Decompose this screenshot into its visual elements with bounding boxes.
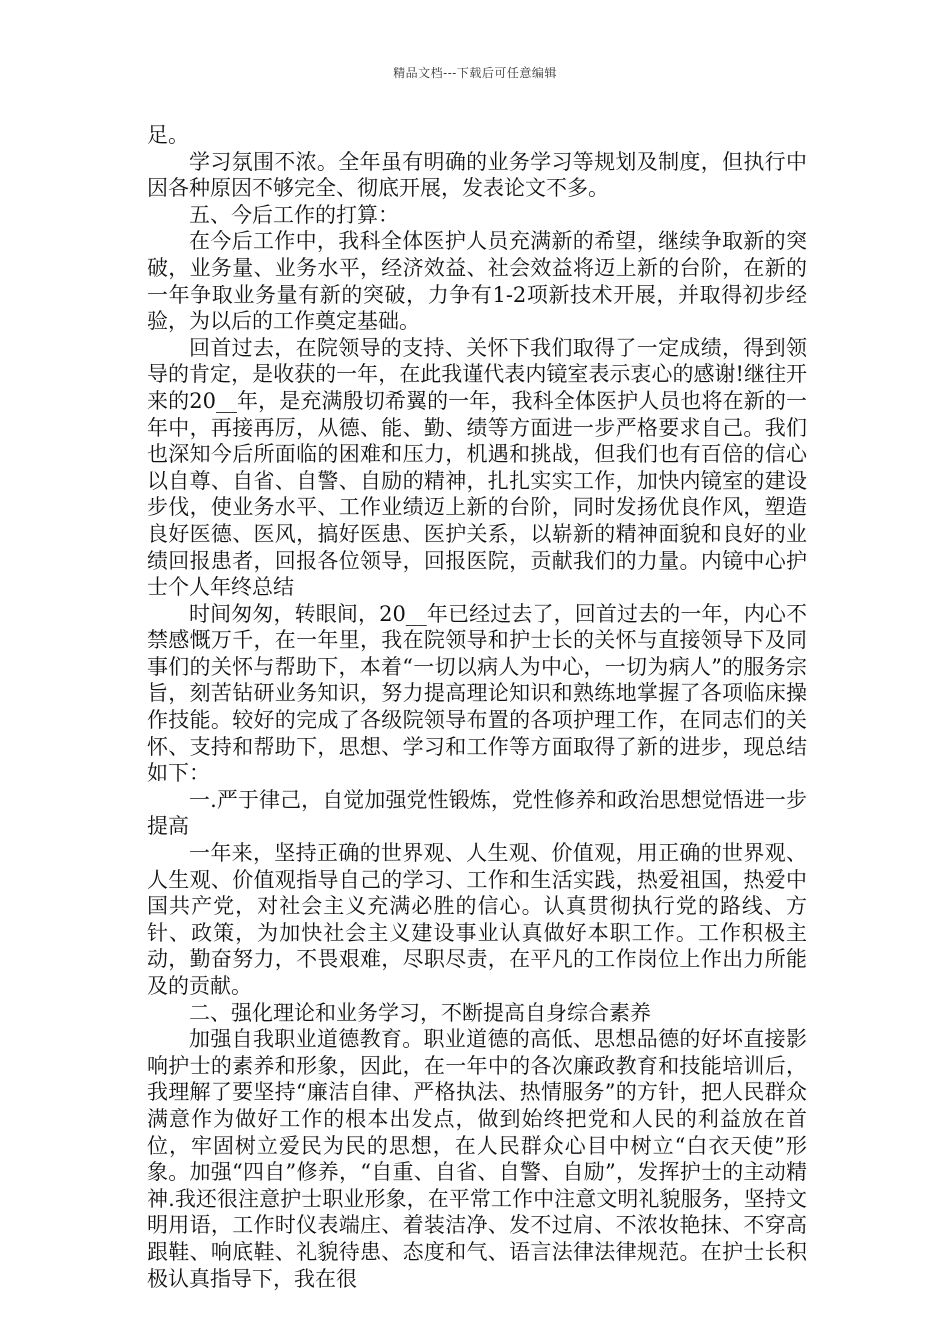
paragraph: 时间匆匆，转眼间，20__年已经过去了，回首过去的一年，内心不禁感慨万千，在一年里，我在院领导和护士长的关怀与直接领导下及同事们的关怀与帮助下，本着“一切以病人为中心，一切为病人”的服务宗旨，刻苦钻研业务知识，努力提高理论知识和熟练地掌握了各项临床操作技能。较好的完成了各级院领导布置的各项护理工作，在同志们的关怀、支持和帮助下，思想、学习和工作等方面取得了新的进步，现总结如下： bbox=[147, 601, 807, 786]
document-body bbox=[147, 122, 807, 1292]
paragraph: 回首过去，在院领导的支持、关怀下我们取得了一定成绩，得到领导的肯定，是收获的一年，在此我谨代表内镜室表示衷心的感谢!继往开来的20__年，是充满殷切希翼的一年，我科全体医护人员也将在新的一年中，再接再厉，从德、能、勤、绩等方面进一步严格要求自己。我们也深知今后所面临的困难和压力，机遇和挑战，但我们也有百倍的信心以自尊、自省、自警、自励的精神，扎扎实实工作，加快内镜室的建设步伐，使业务水平、工作业绩迈上新的台阶，同时发扬优良作风，塑造良好医德、医风，搞好医患、医护关系，以崭新的精神面貌和良好的业绩回报患者，回报各位领导，回报医院，贡献我们的力量。内镜中心护士个人年终总结 bbox=[147, 335, 807, 600]
section-heading: 二、强化理论和业务学习，不断提高自身综合素养 bbox=[189, 1000, 651, 1025]
paragraph: 在今后工作中，我科全体医护人员充满新的希望，继续争取新的突破，业务量、业务水平，经济效益、社会效益将迈上新的台阶，在新的一年争取业务量有新的突破，力争有1-2项新技术开展，并取得初步经验，为以后的工作奠定基础。 bbox=[147, 229, 807, 334]
paragraph: 足。 bbox=[147, 123, 189, 147]
page-header: 精品文档---下载后可任意编辑 bbox=[393, 66, 557, 80]
paragraph: 学习氛围不浓。全年虽有明确的业务学习等规划及制度，但执行中因各种原因不够完全、彻底开展，发表论文不多。 bbox=[147, 149, 807, 201]
section-heading: 一.严于律己，自觉加强党性锻炼，党性修养和政治思想觉悟进一步提高 bbox=[147, 787, 807, 839]
section-heading: 五、今后工作的打算： bbox=[189, 202, 399, 227]
paragraph: 一年来，坚持正确的世界观、人生观、价值观，用正确的世界观、人生观、价值观指导自己的学习、工作和生活实践，热爱祖国，热爱中国共产党，对社会主义充满必胜的信心。认真贯彻执行党的路线、方针、政策，为加快社会主义建设事业认真做好本职工作。工作积极主动，勤奋努力，不畏艰难，尽职尽责，在平凡的工作岗位上作出力所能及的贡献。 bbox=[147, 841, 807, 998]
paragraph: 加强自我职业道德教育。职业道德的高低、思想品德的好坏直接影响护士的素养和形象，因此，在一年中的各次廉政教育和技能培训后，我理解了要坚持“廉洁自律、严格执法、热情服务”的方针，把人民群众满意作为做好工作的根本出发点，做到始终把党和人民的利益放在首位，牢固树立爱民为民的思想，在人民群众心目中树立“白衣天使”形象。加强“四自”修养，“自重、自省、自警、自励”，发挥护士的主动精神.我还很注意护士职业形象，在平常工作中注意文明礼貌服务，坚持文明用语，工作时仪表端庄、着装洁净、发不过肩、不浓妆艳抹、不穿高跟鞋、响底鞋、礼貌待患、态度和气、语言法律法律规范。在护士长积极认真指导下，我在很 bbox=[147, 1027, 807, 1291]
